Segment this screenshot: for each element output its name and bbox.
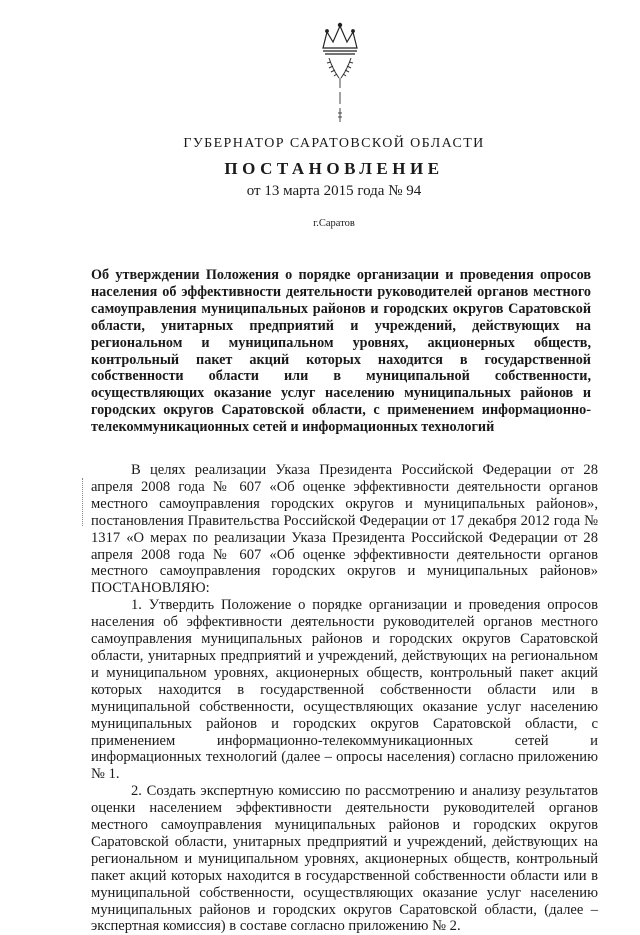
document-city: г.Саратов xyxy=(313,218,355,229)
document-title: Об утверждении Положения о порядке организации и проведения опросов населения об эффективности деятельности руководителей органов местного самоуправления муниципальных районов и городских округов Саратовской области, унитарных предприятий и учреждений, действующих на региональном и муниципальном уровнях, акционерных обществ, контрольный пакет акций которых находится в государственной собственности области или в муниципальной собственности, осуществляющих оказание услуг населению муниципальных районов и городских округов Саратовской области, с применением информационно-телекоммуникационных сетей и информационных технологий xyxy=(91,267,591,436)
document-body xyxy=(91,462,598,935)
document-type: ПОСТАНОВЛЕНИЕ xyxy=(224,159,444,178)
crown-eagle-emblem-icon xyxy=(305,18,375,130)
body-paragraph-item-2: 2. Создать экспертную комиссию по рассмотрению и анализу результатов оценки населением эффективности деятельности руководителей органов местного самоуправления муниципальных районов и городских округов Саратовской области, унитарных предприятий и учреждений, действующих на региональном и муниципальном уровнях, акционерных обществ, контрольный пакет акций которых находится в государственной собственности области или в муниципальной собственности, осуществляющих оказание услуг населению муниципальных районов и городских округов Саратовской области, (далее – экспертная комиссия) в составе согласно приложению № 2. xyxy=(91,783,598,935)
issuing-authority: ГУБЕРНАТОР САРАТОВСКОЙ ОБЛАСТИ xyxy=(183,136,485,151)
body-paragraph-item-1: 1. Утвердить Положение о порядке организации и проведения опросов населения об эффективности деятельности руководителей органов местного самоуправления муниципальных районов и городских округов Саратовской области, унитарных предприятий и учреждений, действующих на региональном и муниципальном уровнях, акционерных обществ, контрольный пакет акций которых находится в государственной собственности области или в муниципальной собственности, осуществляющих оказание услуг населению муниципальных районов и городских округов Саратовской области, с применением информационно-телекоммуникационных сетей и информационных технологий (далее – опросы населения) согласно приложению № 1. xyxy=(91,597,598,783)
margin-mark xyxy=(82,478,85,526)
body-paragraph-preamble: В целях реализации Указа Президента Российской Федерации от 28 апреля 2008 года № 607 «Об оценке эффективности деятельности органов местного самоуправления городских округов и муниципальных районов», постановления Правительства Российской Федерации от 17 декабря 2012 года № 1317 «О мерах по реализации Указа Президента Российской Федерации от 28 апреля 2008 года № 607 «Об оценке эффективности деятельности органов местного самоуправления городских округов и муниципальных районов» ПОСТАНОВЛЯЮ: xyxy=(91,462,598,597)
document-date-number: от 13 марта 2015 года № 94 xyxy=(246,183,422,199)
